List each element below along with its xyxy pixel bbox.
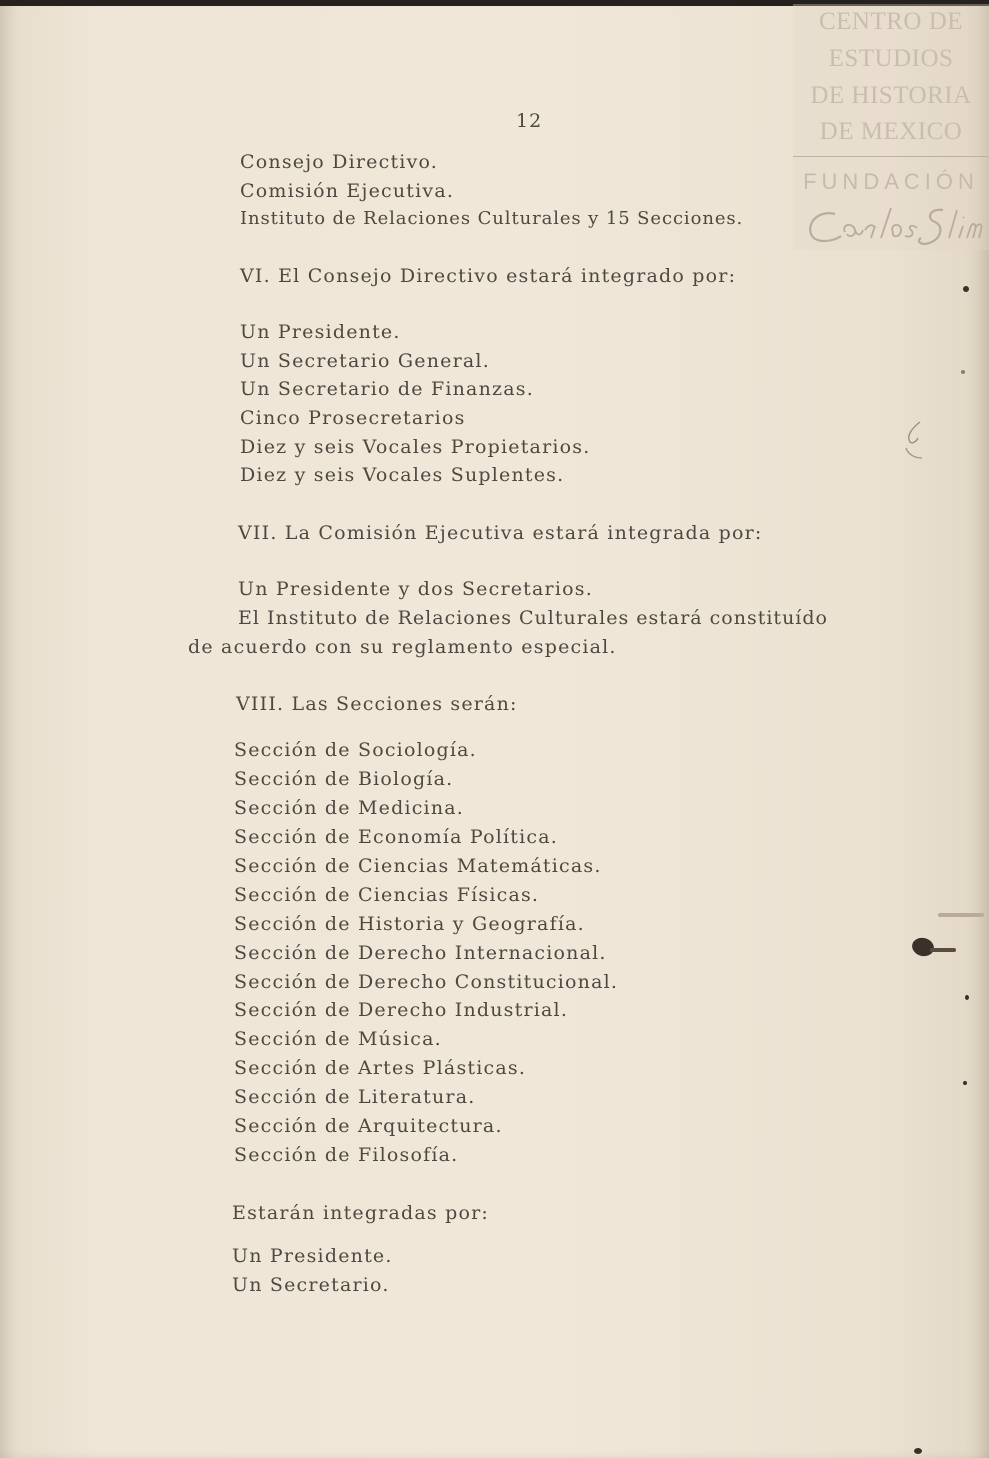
- dust-speck: [963, 286, 969, 292]
- watermark-line-4: DE MEXICO: [819, 118, 963, 145]
- section-vi-item: Un Presidente.: [240, 321, 401, 343]
- section-list-item: Sección de Filosofía.: [234, 1144, 459, 1166]
- section-list-item: Sección de Artes Plásticas.: [234, 1057, 527, 1079]
- intro-line: Instituto de Relaciones Culturales y 15 Secciones.: [240, 208, 744, 229]
- watermark-line-2: ESTUDIOS: [828, 45, 954, 72]
- section-list-item: Sección de Música.: [234, 1028, 442, 1050]
- section-vi-item: Un Secretario General.: [240, 350, 490, 372]
- section-list-item: Sección de Derecho Industrial.: [234, 999, 569, 1021]
- ink-smear: [930, 948, 956, 952]
- section-vi-item: Diez y seis Vocales Suplentes.: [240, 464, 565, 486]
- watermark-divider: [793, 156, 989, 157]
- section-list-item: Sección de Derecho Internacional.: [234, 942, 607, 964]
- section-vi-item: Un Secretario de Finanzas.: [240, 378, 534, 400]
- section-list-item: Sección de Arquitectura.: [234, 1115, 503, 1137]
- section-vi-heading: VI. El Consejo Directivo estará integrado por:: [240, 265, 737, 287]
- section-list-item: Sección de Derecho Constitucional.: [234, 971, 619, 993]
- section-viii-heading: VIII. Las Secciones serán:: [236, 693, 518, 715]
- dust-speck: [963, 1081, 967, 1085]
- intro-line: Comisión Ejecutiva.: [240, 180, 455, 202]
- section-list-item: Sección de Ciencias Matemáticas.: [234, 855, 602, 877]
- section-vii-line: de acuerdo con su reglamento especial.: [188, 636, 617, 658]
- section-list-item: Sección de Biología.: [234, 768, 454, 790]
- section-list-item: Sección de Medicina.: [234, 797, 465, 819]
- signature-logo: [801, 200, 987, 250]
- page-number: 12: [516, 110, 543, 132]
- ink-blot: [910, 935, 936, 958]
- section-vii-heading: VII. La Comisión Ejecutiva estará integrada por:: [238, 522, 763, 544]
- watermark-foundation: FUNDACIÓN: [803, 169, 979, 194]
- closing-item: Un Secretario.: [232, 1274, 390, 1296]
- section-list-item: Sección de Literatura.: [234, 1086, 476, 1108]
- section-list-item: Sección de Ciencias Físicas.: [234, 884, 540, 906]
- closing-heading: Estarán integradas por:: [232, 1202, 490, 1224]
- section-list-item: Sección de Historia y Geografía.: [234, 913, 585, 935]
- section-vi-item: Diez y seis Vocales Propietarios.: [240, 436, 591, 458]
- section-vii-line: El Instituto de Relaciones Culturales estará constituído: [238, 607, 828, 629]
- section-vi-item: Cinco Prosecretarios: [240, 407, 466, 429]
- paper-crease: [938, 913, 984, 917]
- dust-speck: [965, 995, 969, 1000]
- watermark-line-1: CENTRO DE: [818, 8, 964, 35]
- section-list-item: Sección de Economía Política.: [234, 826, 558, 848]
- watermark-line-3: DE HISTORIA: [810, 82, 972, 109]
- section-list-item: Sección de Sociología.: [234, 739, 477, 761]
- dust-speck: [914, 1448, 922, 1454]
- archive-watermark: [793, 4, 989, 250]
- section-vii-line: Un Presidente y dos Secretarios.: [238, 578, 593, 600]
- dust-speck: [961, 370, 965, 374]
- pencil-mark: [898, 416, 928, 464]
- closing-item: Un Presidente.: [232, 1245, 393, 1267]
- intro-line: Consejo Directivo.: [240, 151, 439, 173]
